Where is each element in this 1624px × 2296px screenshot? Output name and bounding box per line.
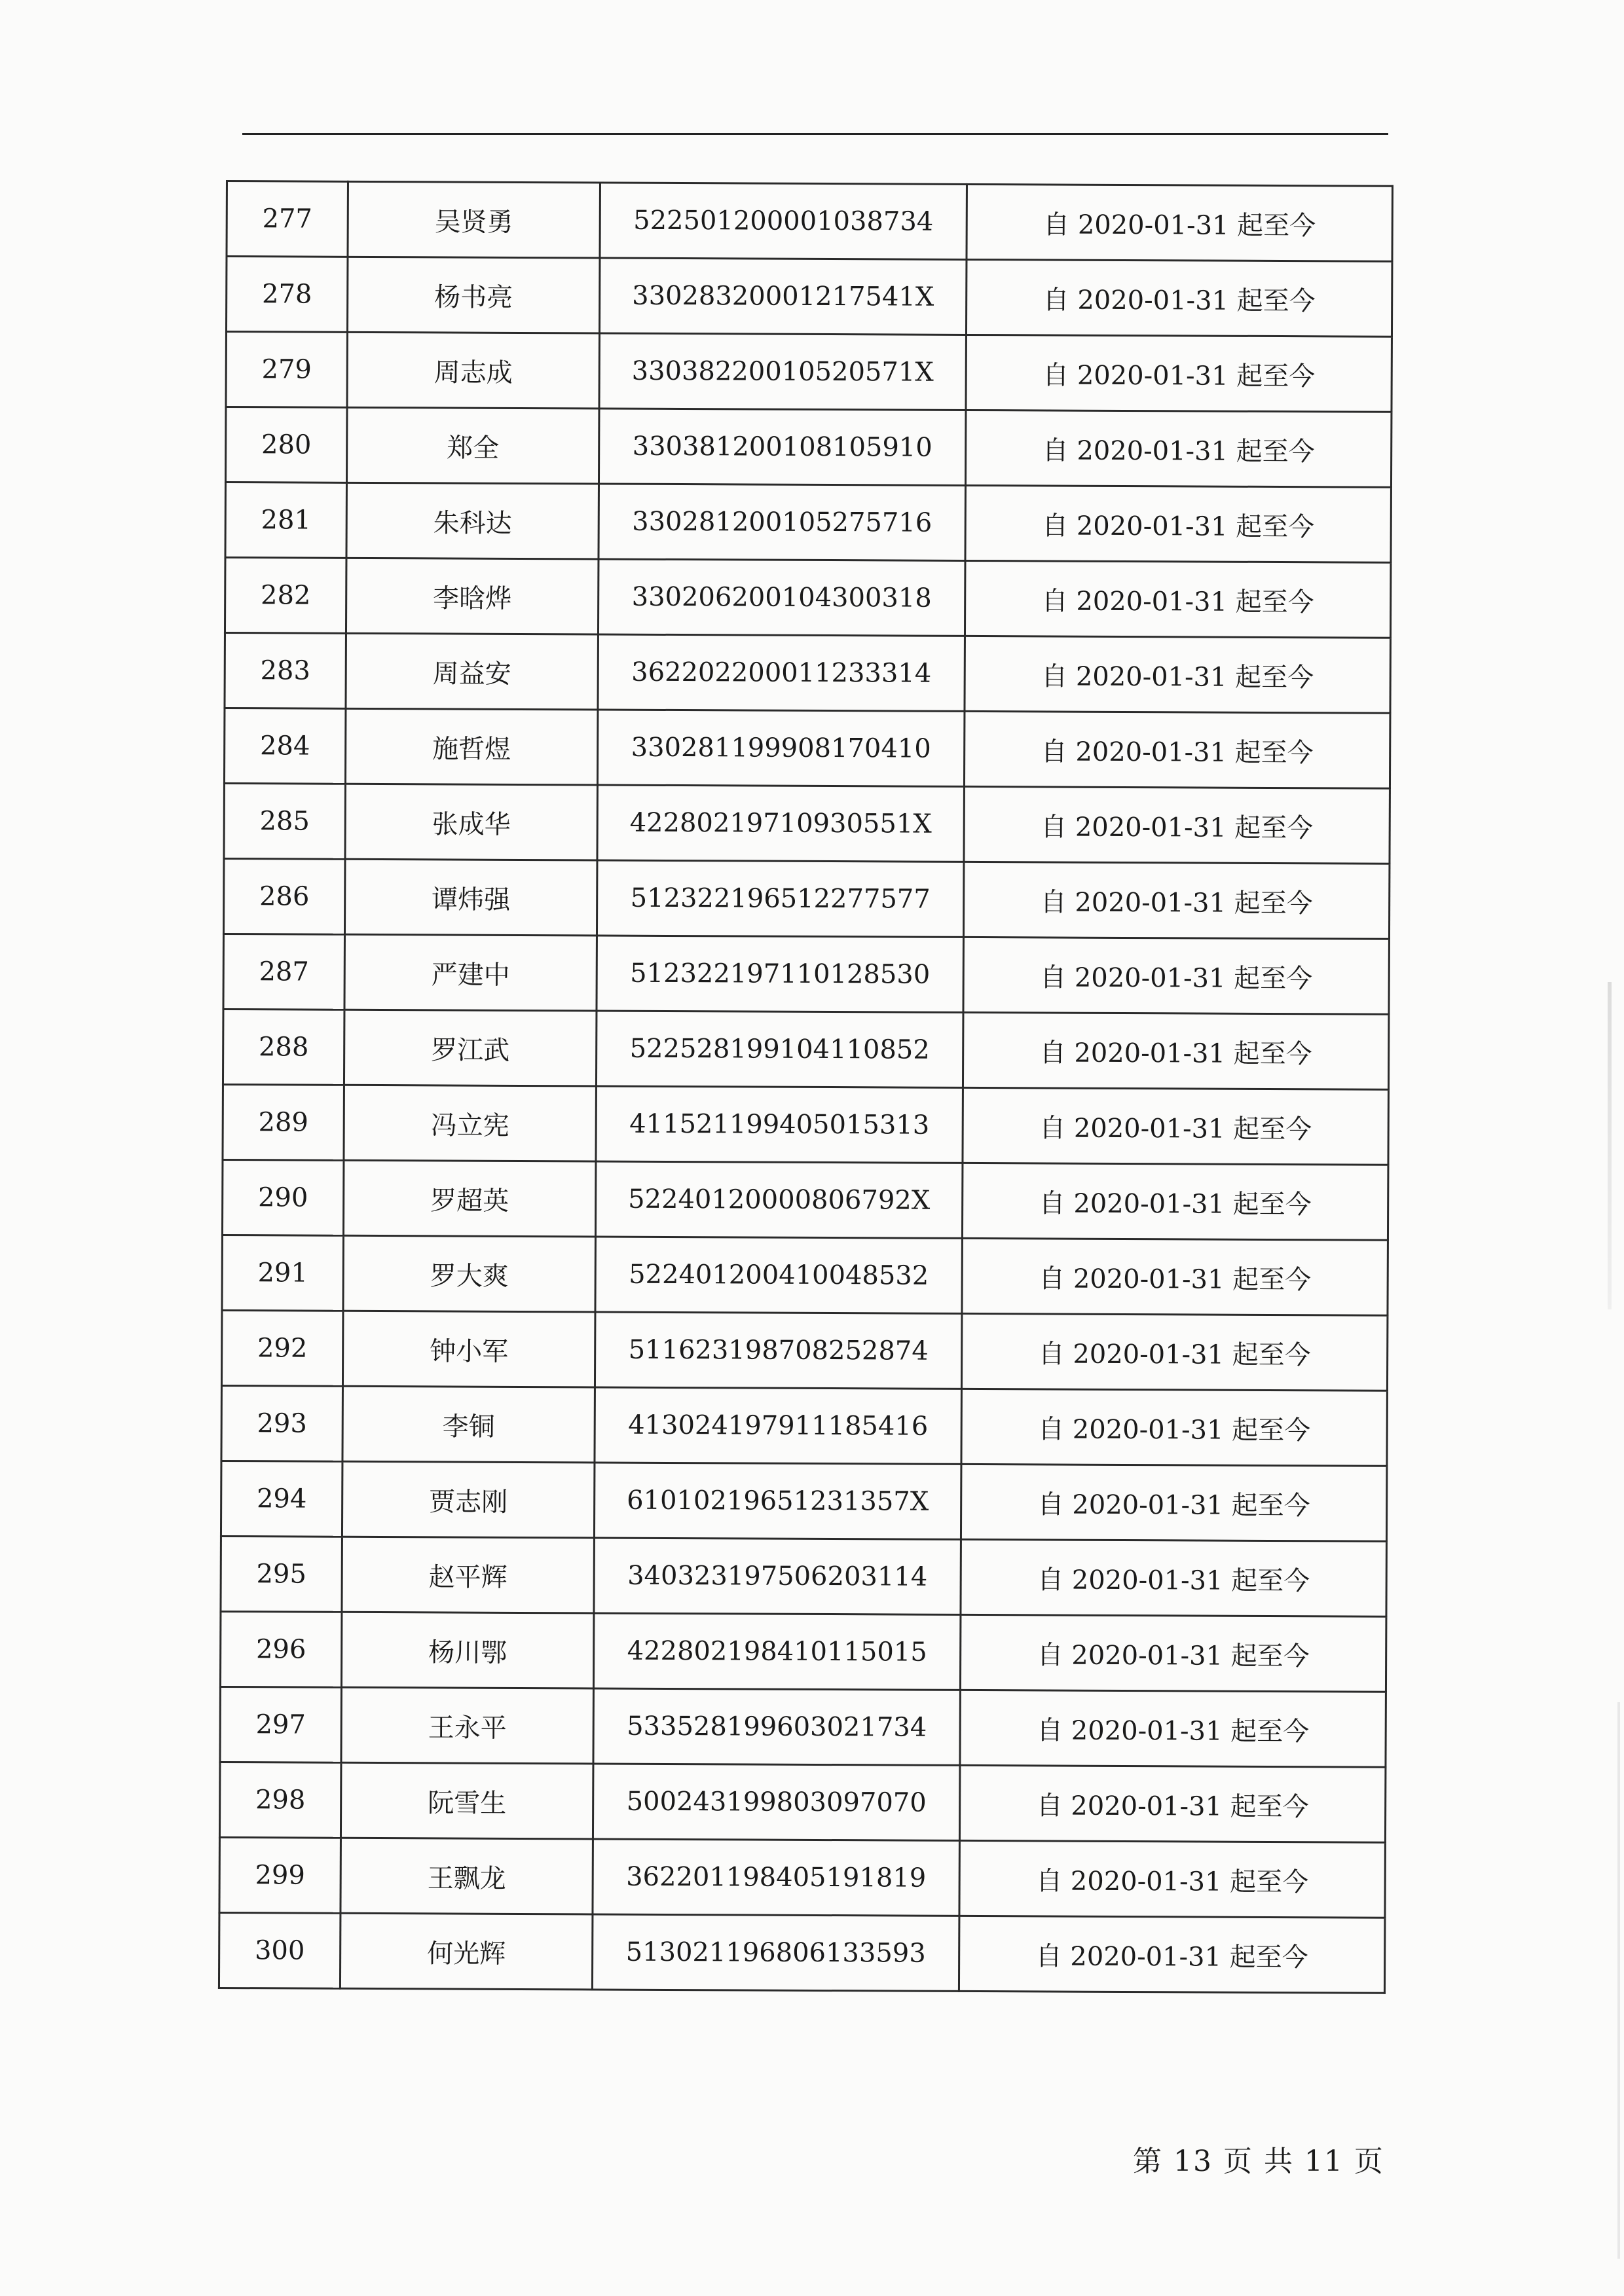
name-cell: 赵平辉	[342, 1537, 594, 1613]
name-cell: 贾志刚	[342, 1461, 594, 1538]
registry-table-wrapper	[218, 180, 1393, 1994]
id-number-cell: 533528199603021734	[593, 1688, 960, 1765]
row-number-cell: 284	[224, 708, 346, 784]
name-cell: 罗江武	[344, 1010, 596, 1086]
name-cell: 严建中	[344, 934, 597, 1011]
row-number-cell: 297	[220, 1686, 342, 1762]
valid-period-cell: 自 2020-01-31 起至今	[964, 786, 1390, 864]
valid-period-cell: 自 2020-01-31 起至今	[961, 1539, 1386, 1616]
table-row	[223, 1009, 1388, 1089]
name-cell: 郑全	[346, 407, 599, 484]
row-number-cell: 286	[223, 858, 345, 934]
table-row	[222, 1159, 1388, 1240]
valid-period-cell: 自 2020-01-31 起至今	[963, 862, 1389, 939]
name-cell: 阮雪生	[341, 1762, 593, 1839]
id-number-cell: 330281200105275716	[599, 484, 965, 560]
table-row	[222, 1235, 1388, 1315]
id-number-cell: 362201198405191819	[593, 1839, 959, 1916]
row-number-cell: 298	[219, 1762, 341, 1838]
valid-period-cell: 自 2020-01-31 起至今	[964, 711, 1390, 788]
scan-edge-mark	[1617, 1702, 1620, 2259]
name-cell: 杨川鄂	[341, 1612, 593, 1688]
valid-period-cell: 自 2020-01-31 起至今	[963, 1012, 1388, 1089]
table-row	[225, 632, 1390, 713]
row-number-cell: 277	[227, 181, 348, 257]
row-number-cell: 282	[225, 558, 346, 634]
valid-period-cell: 自 2020-01-31 起至今	[966, 259, 1392, 337]
name-cell: 钟小军	[342, 1311, 595, 1387]
row-number-cell: 289	[223, 1084, 344, 1160]
table-row	[220, 1611, 1386, 1692]
registry-table	[218, 180, 1393, 1994]
table-row	[225, 407, 1391, 488]
table-row	[224, 708, 1390, 788]
table-row	[226, 257, 1392, 337]
id-number-cell: 52240120000806792X	[595, 1161, 962, 1238]
id-number-cell: 512322196512277577	[597, 860, 963, 937]
name-cell: 谭炜强	[344, 859, 597, 936]
valid-period-cell: 自 2020-01-31 起至今	[965, 636, 1390, 713]
table-row	[219, 1837, 1385, 1918]
valid-period-cell: 自 2020-01-31 起至今	[962, 1238, 1388, 1315]
name-cell: 李铜	[342, 1386, 595, 1463]
table-row	[219, 1762, 1385, 1842]
valid-period-cell: 自 2020-01-31 起至今	[959, 1765, 1385, 1842]
row-number-cell: 295	[221, 1536, 342, 1612]
row-number-cell: 283	[225, 632, 346, 708]
valid-period-cell: 自 2020-01-31 起至今	[963, 1087, 1388, 1165]
row-number-cell: 293	[221, 1385, 343, 1461]
table-row	[224, 783, 1390, 864]
row-number-cell: 281	[225, 483, 347, 558]
row-number-cell: 296	[220, 1611, 342, 1687]
row-number-cell: 279	[226, 332, 348, 408]
id-number-cell: 61010219651231357X	[594, 1463, 961, 1539]
name-cell: 张成华	[345, 784, 597, 860]
id-number-cell: 511623198708252874	[595, 1312, 961, 1389]
table-row	[221, 1385, 1387, 1466]
table-row	[221, 1461, 1386, 1541]
id-number-cell: 33028320001217541X	[599, 258, 966, 335]
id-number-cell: 42280219710930551X	[597, 785, 964, 862]
id-number-cell: 330281199908170410	[597, 710, 964, 786]
name-cell: 杨书亮	[347, 257, 599, 333]
row-number-cell: 291	[222, 1235, 344, 1311]
id-number-cell: 330381200108105910	[599, 409, 965, 485]
name-cell: 周益安	[346, 633, 598, 710]
name-cell: 何光辉	[340, 1913, 592, 1990]
row-number-cell: 287	[223, 934, 345, 1010]
row-number-cell: 285	[224, 783, 346, 859]
id-number-cell: 413024197911185416	[595, 1387, 961, 1464]
name-cell: 罗超英	[343, 1160, 595, 1237]
valid-period-cell: 自 2020-01-31 起至今	[960, 1690, 1386, 1767]
name-cell: 朱科达	[346, 483, 599, 559]
name-cell: 王飘龙	[341, 1838, 593, 1914]
table-row	[223, 858, 1389, 939]
valid-period-cell: 自 2020-01-31 起至今	[962, 1163, 1388, 1240]
valid-period-cell: 自 2020-01-31 起至今	[959, 1916, 1384, 1993]
table-row	[225, 558, 1390, 638]
id-number-cell: 522501200001038734	[600, 183, 967, 259]
row-number-cell: 288	[223, 1009, 344, 1085]
name-cell: 周志成	[347, 332, 599, 409]
table-body	[219, 181, 1392, 1994]
name-cell: 冯立宪	[344, 1085, 596, 1161]
valid-period-cell: 自 2020-01-31 起至今	[961, 1313, 1387, 1391]
row-number-cell: 299	[219, 1837, 341, 1913]
name-cell: 施哲煜	[345, 708, 597, 785]
id-number-cell: 362202200011233314	[598, 634, 965, 711]
valid-period-cell: 自 2020-01-31 起至今	[965, 410, 1391, 487]
table-row	[223, 1084, 1388, 1165]
row-number-cell: 280	[225, 407, 347, 483]
id-number-cell: 513021196806133593	[592, 1914, 959, 1991]
valid-period-cell: 自 2020-01-31 起至今	[966, 335, 1392, 412]
name-cell: 吴贤勇	[348, 181, 600, 258]
valid-period-cell: 自 2020-01-31 起至今	[965, 485, 1391, 562]
table-row	[223, 934, 1389, 1014]
valid-period-cell: 自 2020-01-31 起至今	[961, 1464, 1386, 1541]
id-number-cell: 330206200104300318	[598, 559, 965, 636]
valid-period-cell: 自 2020-01-31 起至今	[961, 1389, 1387, 1466]
header-rule	[242, 133, 1388, 135]
row-number-cell: 300	[219, 1912, 341, 1988]
scan-edge-mark	[1608, 982, 1612, 1309]
table-row	[221, 1536, 1386, 1616]
table-row	[219, 1912, 1384, 1993]
id-number-cell: 411521199405015313	[596, 1086, 963, 1163]
id-number-cell: 522401200410048532	[595, 1237, 962, 1313]
row-number-cell: 290	[222, 1159, 344, 1235]
valid-period-cell: 自 2020-01-31 起至今	[960, 1614, 1386, 1692]
name-cell: 王永平	[341, 1687, 593, 1764]
table-row	[220, 1686, 1386, 1767]
valid-period-cell: 自 2020-01-31 起至今	[963, 937, 1389, 1014]
table-row	[225, 483, 1391, 563]
id-number-cell: 522528199104110852	[596, 1011, 963, 1087]
valid-period-cell: 自 2020-01-31 起至今	[967, 184, 1392, 261]
name-cell: 李晗烨	[346, 558, 598, 634]
table-row	[227, 181, 1392, 262]
id-number-cell: 512322197110128530	[597, 936, 963, 1012]
page-number: 第 13 页 共 11 页	[1133, 2145, 1384, 2178]
valid-period-cell: 自 2020-01-31 起至今	[965, 560, 1390, 638]
table-row	[221, 1310, 1387, 1391]
row-number-cell: 292	[221, 1310, 343, 1386]
name-cell: 罗大爽	[343, 1235, 595, 1312]
id-number-cell: 500243199803097070	[593, 1764, 959, 1840]
id-number-cell: 422802198410115015	[593, 1613, 960, 1690]
row-number-cell: 294	[221, 1461, 342, 1537]
id-number-cell: 33038220010520571X	[599, 333, 966, 410]
valid-period-cell: 自 2020-01-31 起至今	[959, 1840, 1385, 1918]
id-number-cell: 340323197506203114	[594, 1538, 961, 1614]
table-row	[226, 332, 1392, 412]
row-number-cell: 278	[226, 257, 348, 333]
